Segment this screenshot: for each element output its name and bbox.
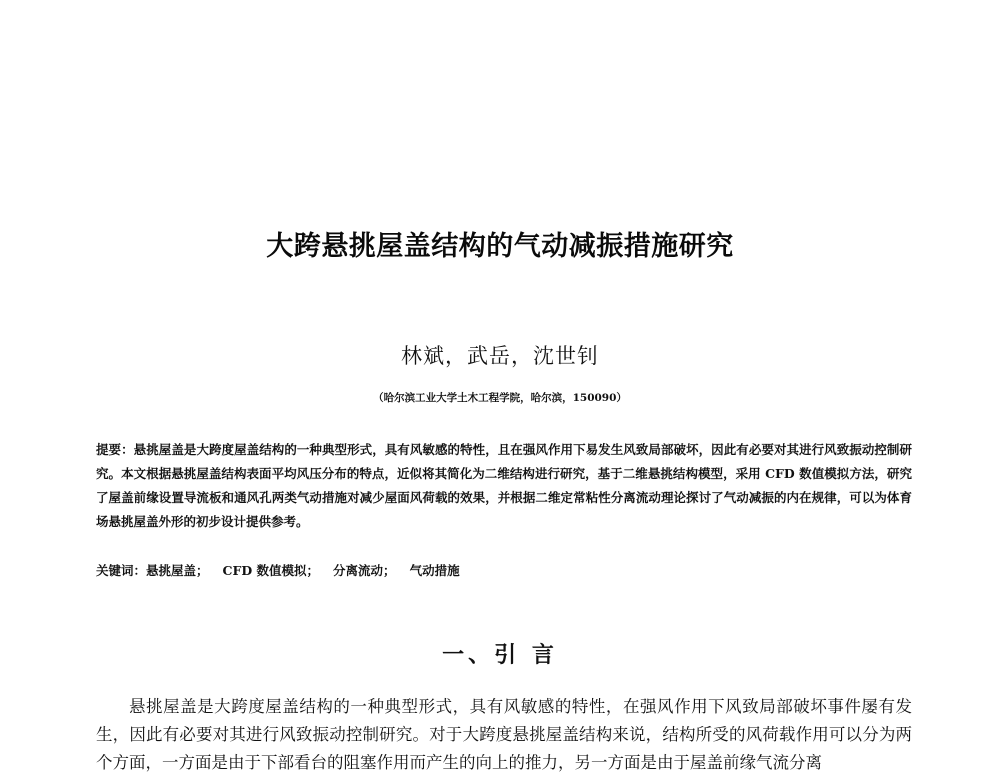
- abstract: [96, 438, 912, 534]
- section-heading-introduction: 一、引 言: [442, 643, 558, 668]
- affiliation: （哈尔滨工业大学土木工程学院，哈尔滨，150090）: [373, 392, 627, 404]
- introduction-paragraph: 悬挑屋盖是大跨度屋盖结构的一种典型形式，具有风敏感的特性，在强风作用下风致局部破坏事件屡有发生，因此有必要对其进行风致振动控制研究。对于大跨度悬挑屋盖结构来说，结构所受的风荷载作用可以分为两个方面，一方面是由于下部看台的阻塞作用而产生的向上的推力，另一方面是由于屋盖前缘气流分离: [96, 697, 912, 772]
- abstract-text: 悬挑屋盖是大跨度屋盖结构的一种典型形式，具有风敏感的特性，且在强风作用下易发生风致局部破坏，因此有必要对其进行风致振动控制研究。本文根据悬挑屋盖结构表面平均风压分布的特点，近似将其简化为二维结构进行研究，基于二维悬挑结构模型，采用 CFD 数值模拟方法，研究了屋盖前缘设置导流板和通风孔两类气动措施对减少屋面风荷载的效果，并根据二维定常粘性分离流动理论探讨了气动减振的内在规律，可以为体育场悬挑屋盖外形的初步设计提供参考。: [96, 442, 912, 529]
- author-list: 林斌，武岳，沈世钊: [401, 344, 599, 368]
- keyword: 悬挑屋盖；: [146, 563, 209, 578]
- keyword: 气动措施: [409, 563, 460, 578]
- keyword: CFD 数值模拟；: [222, 563, 320, 578]
- abstract-label: 提要：: [96, 442, 134, 457]
- paper-title: 大跨悬挑屋盖结构的气动减振措施研究: [266, 231, 734, 262]
- keyword: 分离流动；: [333, 563, 396, 578]
- keywords: [96, 560, 912, 582]
- keywords-label: 关键词：: [96, 563, 147, 578]
